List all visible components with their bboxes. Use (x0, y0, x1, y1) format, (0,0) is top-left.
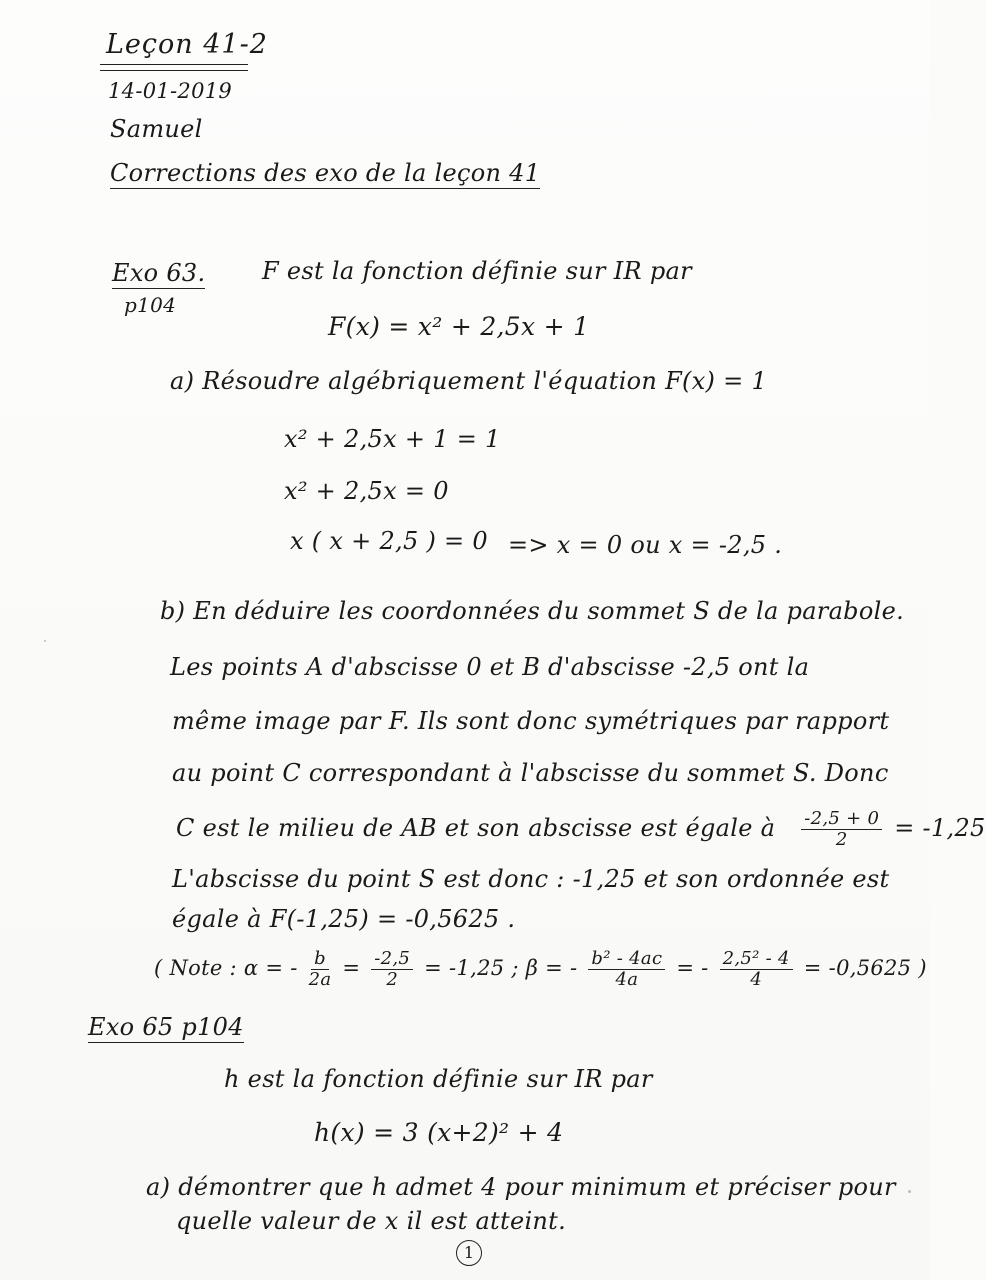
exo63-label (112, 258, 205, 288)
note-fraction-2-den: 2 (386, 969, 399, 990)
note-fraction-3 (588, 950, 665, 989)
exo63-page: p104 (124, 293, 177, 317)
exo65-label (88, 1012, 244, 1042)
exo63-eq2: x² + 2,5x = 0 (284, 477, 449, 505)
title-underline-2 (100, 70, 248, 71)
exo63-b-line4-text: C est le milieu de AB et son abscisse est égale à (176, 814, 776, 842)
exo65-label-text: Exo 65 p104 (88, 1013, 244, 1041)
exo63-midpoint-fraction (801, 810, 882, 849)
exo63-note (154, 950, 927, 989)
note-eq2: = - (676, 956, 709, 980)
exo63-label-text: Exo 63. (112, 259, 206, 287)
paper-speck (908, 1190, 911, 1193)
exo63-part-b: b) En déduire les coordonnées du sommet S de la parabole. (160, 597, 905, 625)
note-fraction-2-num: -2,5 (371, 950, 413, 970)
note-fraction-3-den: 4a (615, 969, 639, 990)
note-fraction-4-den: 4 (750, 969, 763, 990)
note-eq1: = (342, 956, 361, 980)
lesson-date: 14-01-2019 (108, 79, 233, 103)
note-fraction-4-num: 2,5² - 4 (720, 950, 793, 970)
title-underline-1 (100, 64, 248, 65)
note-fraction-3-num: b² - 4ac (588, 950, 665, 970)
exo65-function: h(x) = 3 (x+2)² + 4 (314, 1118, 564, 1147)
exo63-eq1: x² + 2,5x + 1 = 1 (284, 425, 501, 453)
exo63-midpoint-result: = -1,25 (894, 814, 986, 842)
exo63-b-line6: égale à F(-1,25) = -0,5625 . (172, 905, 516, 933)
note-open: ( Note : α = - (154, 956, 298, 980)
exo65-statement: h est la fonction définie sur IR par (224, 1065, 653, 1093)
lesson-title: Leçon 41-2 (106, 29, 268, 60)
lesson-subtitle (110, 158, 540, 188)
exo63-b-line1: Les points A d'abscisse 0 et B d'abscisse -2,5 ont la (170, 653, 810, 681)
note-fraction-1 (309, 950, 332, 989)
exo63-b-line2: même image par F. Ils sont donc symétriques par rapport (172, 707, 890, 735)
paper-speck (44, 640, 46, 642)
lesson-subtitle-text: Corrections des exo de la leçon 41 (110, 159, 541, 187)
exo63-eq3-result: => x = 0 ou x = -2,5 . (508, 531, 783, 559)
exo63-statement: F est la fonction définie sur IR par (262, 257, 692, 285)
note-mid: = -1,25 ; β = - (424, 956, 578, 980)
exo65-part-a-line1: a) démontrer que h admet 4 pour minimum et préciser pour (146, 1173, 896, 1201)
exo65-part-a-line2: quelle valeur de x il est atteint. (176, 1207, 567, 1235)
exo63-part-a: a) Résoudre algébriquement l'équation F(x) = 1 (170, 367, 768, 395)
note-close: = -0,5625 ) (803, 956, 927, 980)
exo63-b-line5: L'abscisse du point S est donc : -1,25 et son ordonnée est (172, 865, 890, 893)
exo63-b-line3: au point C correspondant à l'abscisse du sommet S. Donc (172, 759, 889, 787)
page-number: 1 (456, 1240, 482, 1266)
note-fraction-4 (720, 950, 793, 989)
note-fraction-1-den: 2a (308, 969, 332, 990)
exo63-function: F(x) = x² + 2,5x + 1 (328, 312, 590, 341)
exo63-midpoint-numerator: -2,5 + 0 (801, 810, 882, 830)
exo63-midpoint-denominator: 2 (835, 829, 848, 850)
note-fraction-2 (371, 950, 413, 989)
note-fraction-1-num: b (311, 950, 329, 970)
exo63-b-line4 (176, 810, 986, 849)
exo63-eq3: x ( x + 2,5 ) = 0 (290, 527, 488, 555)
author-name: Samuel (110, 115, 203, 143)
